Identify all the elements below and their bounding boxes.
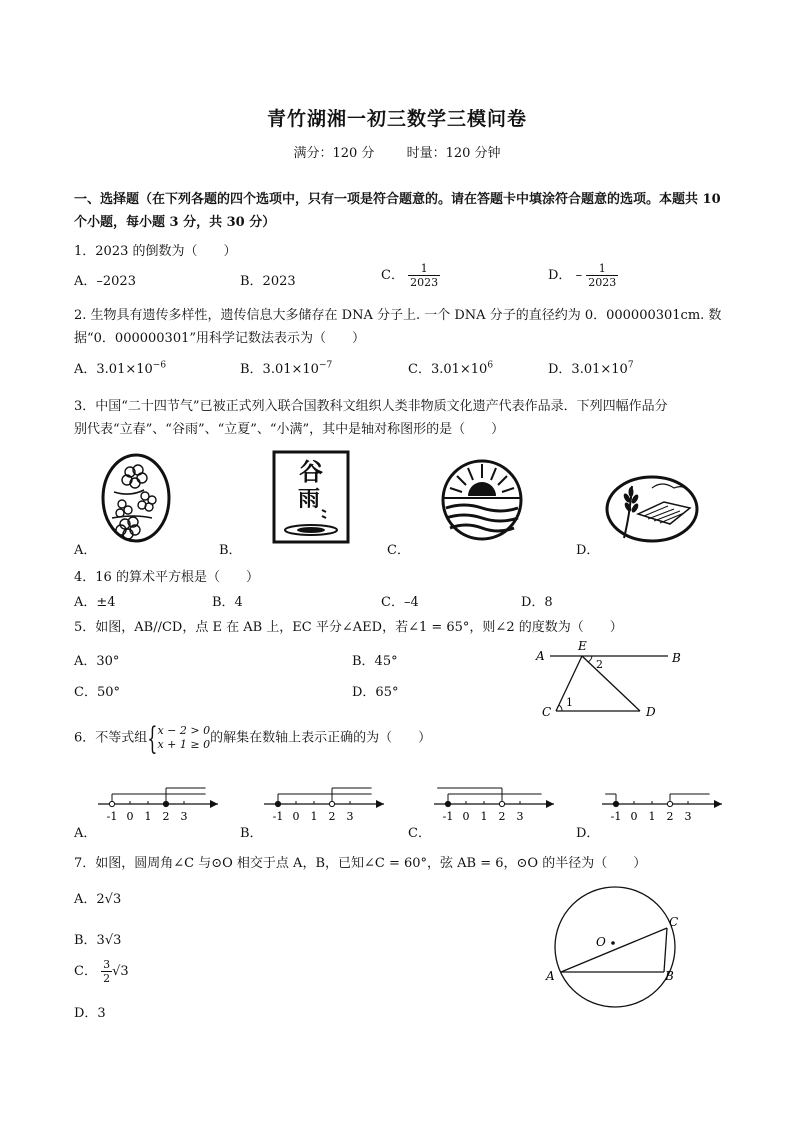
q2-stem-line2: 据“0．000000301”用科学记数法表示为（ ） (74, 331, 366, 346)
stamp-char-top: 谷 (299, 457, 323, 486)
q2-option-c (408, 358, 493, 377)
label-c: C (669, 915, 679, 929)
fraction-numerator: 1 (408, 262, 440, 276)
exponent: 6 (487, 360, 494, 371)
axis-arrow (546, 800, 554, 808)
q6-option-a: A． (74, 826, 97, 841)
fraction-denominator: 2023 (588, 276, 617, 289)
q5-parallel-lines-figure (530, 636, 690, 722)
tick-label: 2 (498, 810, 506, 823)
tick-label: 1 (648, 810, 656, 823)
q7-option-c-fraction (101, 958, 112, 985)
angle-1-label: 1 (566, 696, 573, 709)
tick-label: -1 (272, 810, 284, 823)
q6-option-c: C． (408, 826, 431, 841)
tick-label: 0 (630, 810, 638, 823)
q7-option-c (74, 958, 129, 985)
tick-label: 2 (162, 810, 170, 823)
tick-label: 2 (328, 810, 336, 823)
exponent: 7 (627, 360, 634, 371)
tick-label: 3 (516, 810, 524, 823)
number-line-2 (264, 788, 384, 823)
axis-arrow (376, 800, 384, 808)
q1-option-d-fraction (586, 262, 618, 289)
chord-ac (561, 928, 667, 972)
q6-suffix: 的解集在数轴上表示正确的为（ ） (210, 730, 432, 746)
tick-label: 1 (310, 810, 318, 823)
tick-label: 0 (292, 810, 300, 823)
q1-option-c-fraction (408, 262, 440, 289)
q5-stem: 5．如图，AB//CD，点 E 在 AB 上，EC 平分∠AED，若∠1 = 65°，则∠2 的度数为（ ） (74, 620, 623, 635)
sqrt-three: √3 (112, 964, 129, 979)
tick-label: 3 (684, 810, 692, 823)
q7-circle-figure (540, 880, 690, 1020)
number-line-3 (434, 788, 554, 823)
q7-option-d: D．3 (74, 1006, 106, 1021)
q6-stem (74, 719, 432, 757)
q1-option-a: A．–2023 (74, 274, 136, 289)
label-d: D (646, 705, 656, 719)
fraction-denominator: 2023 (410, 276, 439, 289)
q6-prefix: 6．不等式组 (74, 730, 148, 746)
number-line-4 (602, 794, 722, 823)
full-score: 满分：120 分 (293, 146, 375, 161)
q1-option-c (381, 262, 440, 289)
q5-option-d: D．65° (352, 685, 399, 700)
q1-option-d-label: D． (548, 268, 572, 283)
axis-arrow (210, 800, 218, 808)
brace-glyph: { (147, 719, 158, 757)
stamp-char-bottom: 雨 (297, 486, 321, 512)
open-point (499, 801, 504, 806)
q2-stem-line1: 2. 生物具有遗传多样性，遗传信息大多储存在 DNA 分子上. 一个 DNA 分子的直径约为 0．000000301cm. 数 (74, 308, 722, 323)
q1-stem: 1．2023 的倒数为（ ） (74, 244, 237, 259)
q7-option-b: B．3√3 (74, 933, 122, 948)
q4-option-c: C．–4 (381, 595, 419, 610)
closed-point (613, 801, 618, 806)
q2-option-b (240, 358, 332, 377)
chord-cb (664, 928, 667, 972)
guyu-stamp-emblem (272, 450, 350, 544)
q2-option-a (74, 358, 166, 377)
angle-2-label: 2 (596, 658, 603, 671)
q2-option-a-base: A．3.01×10 (74, 362, 153, 377)
closed-point (275, 801, 280, 806)
exponent: −7 (318, 360, 333, 371)
label-a: A (536, 649, 545, 663)
label-b: B (665, 969, 674, 983)
q3-option-c: C． (387, 543, 410, 558)
label-a: A (546, 969, 555, 983)
fraction-numerator: 1 (586, 262, 618, 276)
q4-option-b: B．4 (212, 595, 243, 610)
open-point (667, 801, 672, 806)
label-c: C (542, 705, 552, 719)
q2-option-d (548, 358, 634, 377)
q3-stem-line2: 别代表“立春”、“谷雨”、“立夏”、“小满”，其中是轴对称图形的是（ ） (74, 422, 505, 437)
q1-option-b: B．2023 (240, 274, 296, 289)
q7-option-a: A．2√3 (74, 892, 122, 907)
inequality-2: x + 1 ≥ 0 (157, 738, 211, 751)
tick-label: -1 (610, 810, 622, 823)
open-point (109, 801, 114, 806)
q1-option-c-label: C． (381, 268, 404, 283)
inequality-1: x − 2 > 0 (157, 724, 211, 737)
tick-label: 3 (346, 810, 354, 823)
exponent: −6 (152, 360, 167, 371)
time-limit: 时量：120 分钟 (406, 146, 501, 161)
q6-option-b: B． (240, 826, 263, 841)
minus-sign: – (575, 268, 583, 283)
line-ed (582, 656, 640, 711)
lixia-sun-emblem (440, 458, 524, 542)
q2-option-d-base: D．3.01×10 (548, 362, 628, 377)
q2-option-b-base: B．3.01×10 (240, 362, 319, 377)
axis-arrow (714, 800, 722, 808)
section-heading: 一、选择题（在下列各题的四个选项中，只有一项是符合题意的。请在答题卡中填涂符合题意的选项。本题共 10 个小题，每小题 3 分，共 30 分） (74, 192, 721, 230)
tick-label: -1 (106, 810, 118, 823)
q3-option-d: D． (576, 543, 600, 558)
label-o: O (596, 935, 606, 949)
label-b: B (672, 651, 681, 665)
q5-option-c: C．50° (74, 685, 120, 700)
tick-label: 3 (180, 810, 188, 823)
q7-stem: 7．如图，圆周角∠C 与⊙O 相交于点 A，B，已知∠C = 60°，弦 AB = 6，⊙O 的半径为（ ） (74, 856, 647, 871)
closed-point (163, 801, 168, 806)
tick-label: 1 (480, 810, 488, 823)
fraction-numerator: 3 (103, 958, 111, 971)
q3-option-b: B． (219, 543, 242, 558)
tick-label: 0 (126, 810, 134, 823)
closed-point (445, 801, 450, 806)
tick-label: 0 (462, 810, 470, 823)
circle-o (555, 887, 675, 1007)
q5-option-a: A．30° (74, 654, 120, 669)
q3-stem-line1: 3．中国“二十四节气”已被正式列入联合国教科文组织人类非物质文化遗产代表作品录．下列四幅作品分 (74, 399, 668, 414)
inequality-system (157, 724, 210, 752)
q6-option-d: D． (576, 826, 600, 841)
q4-option-a: A．±4 (74, 595, 116, 610)
q3-option-a: A． (74, 543, 97, 558)
q5-option-b: B．45° (352, 654, 398, 669)
q2-option-c-base: C．3.01×10 (408, 362, 488, 377)
tick-label: -1 (442, 810, 454, 823)
page-title: 青竹湖湘一初三数学三模问卷 (266, 108, 527, 130)
q4-option-d: D．8 (521, 595, 553, 610)
exam-meta (0, 142, 794, 161)
label-e: E (578, 639, 587, 653)
tick-label: 2 (666, 810, 674, 823)
xiaoman-wheat-emblem (604, 474, 700, 544)
q1-option-d (548, 262, 618, 289)
q4-stem: 4．16 的算术平方根是（ ） (74, 570, 259, 585)
lichun-flower-emblem (100, 452, 172, 544)
tick-label: 1 (144, 810, 152, 823)
number-line-1 (98, 788, 218, 823)
q7-option-c-label: C． (74, 964, 97, 979)
center-point (611, 941, 615, 945)
open-point (329, 801, 334, 806)
fraction-denominator: 2 (103, 972, 111, 985)
